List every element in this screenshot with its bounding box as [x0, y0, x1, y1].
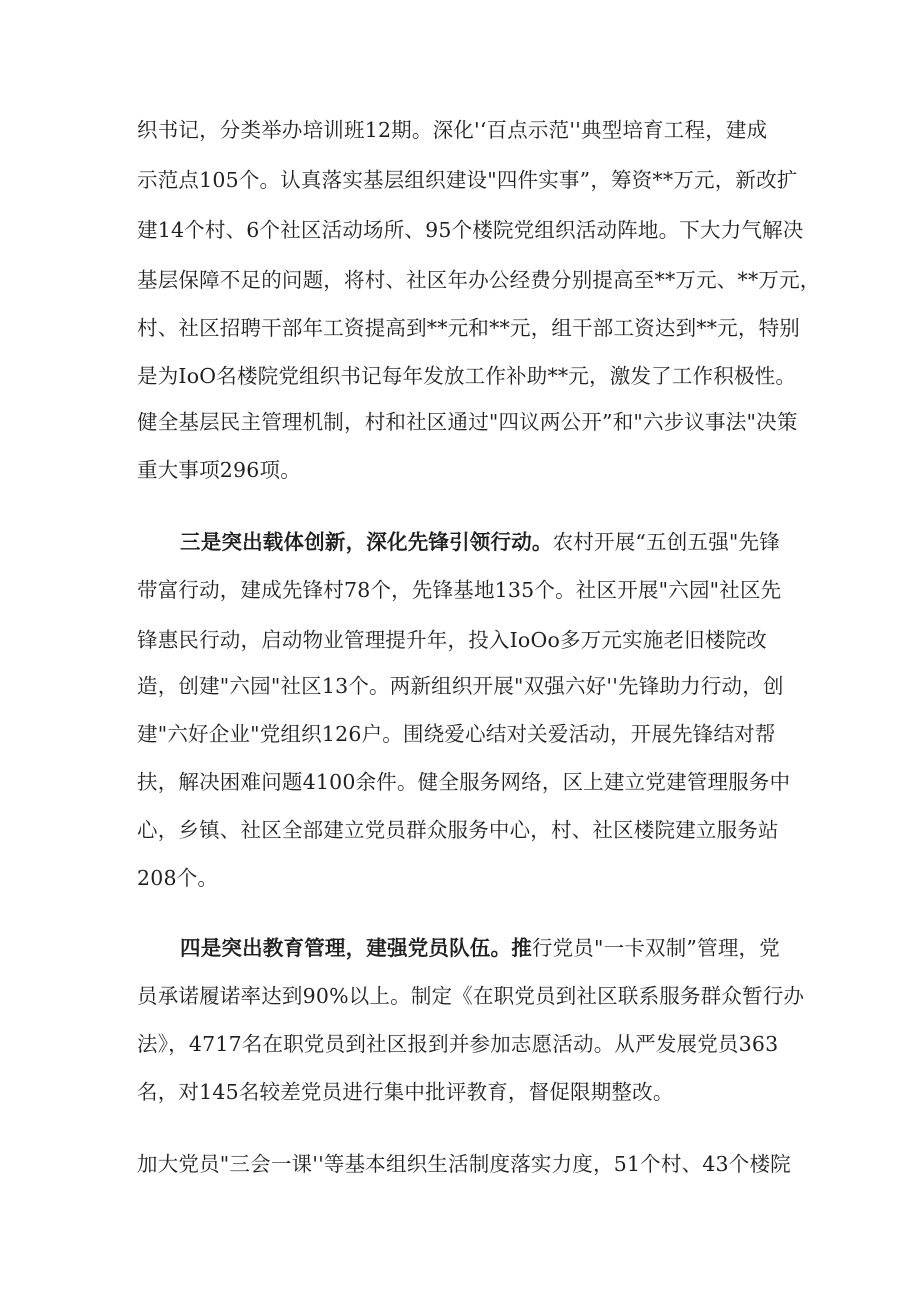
text-line: 健全基层民主管理机制，村和社区通过"四议两公开”和"六步议事法"决策 [137, 410, 798, 434]
text-line: 建14个村、6个社区活动场所、95个楼院党组织活动阵地。下大力气解决 [137, 218, 804, 242]
text-line: 锋惠民行动，启动物业管理提升年，投入IoOo多万元实施老旧楼院改 [137, 628, 767, 652]
text-line: 扶，解决困难问题4100余件。健全服务网络，区上建立党建管理服务中 [137, 770, 791, 794]
text-line: 重大事项296项。 [137, 458, 301, 482]
text-run: 农村开展“五创五强"先锋 [552, 530, 780, 554]
text-line: 法》，4717名在职党员到社区报到并参加志愿活动。从严发展党员363 [137, 1032, 779, 1056]
text-line [180, 528, 780, 556]
text-line: 织书记，分类举办培训班12期。深化'‘百点示范''典型培育工程，建成 [137, 118, 768, 142]
text-line: 名，对145名较差党员进行集中批评教育，督促限期整改。 [137, 1080, 674, 1104]
text-line: 员承诺履诺率达到90%以上。制定《在职党员到社区联系服务群众暂行办 [137, 984, 805, 1008]
text-line: 示范点105个。认真落实基层组织建设"四件实事”，筹资**万元，新改扩 [137, 168, 798, 192]
paragraph-heading: 三是突出载体创新，深化先锋引领行动。 [180, 530, 553, 554]
text-line: 加大党员"三会一课''等基本组织生活制度落实力度，51个村、43个楼院 [137, 1152, 791, 1176]
text-line: 心，乡镇、社区全部建立党员群众服务中心，村、社区楼院建立服务站 [137, 818, 779, 842]
text-line: 208个。 [137, 866, 219, 890]
text-line: 是为IoO名楼院党组织书记每年发放工作补助**元，激发了工作积极性。 [137, 364, 797, 388]
text-line: 村、社区招聘干部年工资提高到**元和**元，组干部工资达到**元，特别 [137, 316, 800, 340]
text-run: 行党员"一卡双制”管理，党 [531, 936, 780, 960]
text-line: 带富行动，建成先锋村78个，先锋基地135个。社区开展"六园"社区先 [137, 578, 782, 602]
text-line: 基层保障不足的问题，将村、社区年办公经费分别提高至**万元、**万元， [137, 268, 821, 292]
paragraph-heading: 四是突出教育管理，建强党员队伍。推 [180, 936, 532, 960]
text-line: 建"六好企业"党组织126户。围绕爱心结对关爱活动，开展先锋结对帮 [137, 722, 776, 746]
text-line: 造，创建"六园"社区13个。两新组织开展"双强六好''先锋助力行动，创 [137, 674, 784, 698]
text-line [180, 934, 780, 962]
